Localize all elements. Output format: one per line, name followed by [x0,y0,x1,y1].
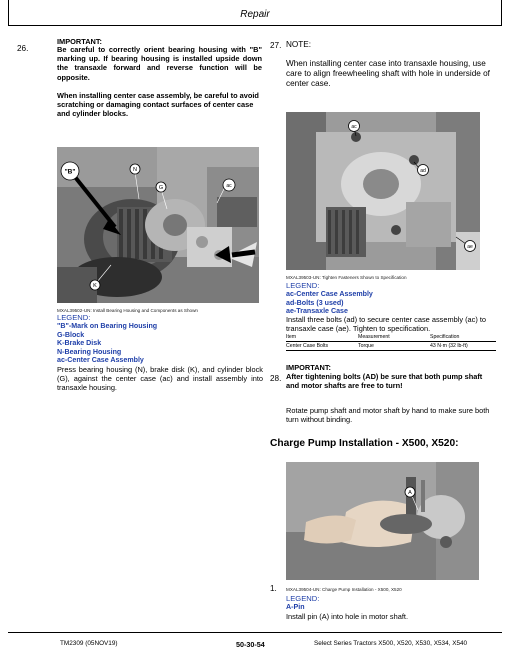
callout-ac: ac [226,183,232,189]
step-28-important-text: After tightening bolts (AD) be sure that both pump shaft and motor shafts are free to turn! [286,372,483,391]
header-rule [8,25,502,26]
legend-item: ac-Center Case Assembly [286,290,373,298]
install-bolts-instruction: Install three bolts (ad) to secure center case assembly (ac) to transaxle case (ae). Tighten to specification. [286,315,487,334]
legend-item: A-Pin [286,603,305,611]
footer-model-list: Select Series Tractors X500, X520, X530, X534, X540 [314,640,468,647]
step-27-note-label: NOTE: [286,40,312,49]
spec-header-measurement: Measurement [358,333,430,342]
step-28-number: 28. [270,374,282,383]
press-bearing-instruction: Press bearing housing (N), brake disk (K), and cylinder block (G), against the center case (ac) and install assembly into transaxle housing. [57,365,263,393]
legend-item: K-Brake Disk [57,339,102,348]
spec-header-specification: Specification [430,333,496,342]
footer-page-number: 50-30-54 [236,640,265,649]
spec-cell-item: Center Case Bolts [286,342,358,351]
step-28-important-label: IMPORTANT: [286,363,332,372]
legend-item: ae-Transaxle Case [286,307,348,316]
charge-pump-image [286,462,479,580]
page-header-title: Repair [240,9,270,20]
spec-header-item: Item [286,333,358,342]
figure-1-caption: MXAL39502-UN: Install Bearing Housing and Components as Shown [57,308,198,313]
figure-1-legend [57,322,157,365]
figure-2-caption: MXAL39503-UN: Tighten Fasteners Shown to Specification [286,275,407,280]
callout-b: "B" [64,168,76,176]
step-26-number: 26. [17,44,29,53]
charge-pump-photo [286,462,479,580]
step-26-important-text: Be careful to correctly orient bearing housing with "B" marking up. If bearing housing is installed upside down the transaxle forward and reverse function will be opposite. [57,45,262,82]
footer-doc-id: TM2309 (05NOV19) [60,640,118,647]
figure-2-legend [286,290,373,316]
callout-ae: ae [467,244,473,250]
callout-k: K [93,283,97,289]
legend-item: ad-Bolts (3 used) [286,298,344,307]
step-26-caution-text: When installing center case assembly, be careful to avoid scratching or damaging contact surfaces of center case and cylinder blocks. [57,91,259,119]
legend-item: G-Block [57,330,85,339]
step-1-text: Install pin (A) into hole in motor shaft. [286,612,409,621]
step-1-number: 1. [270,584,277,593]
callout-n: N [133,167,137,173]
callout-ac: ac [351,124,357,130]
footer-rule [8,632,502,633]
step-28-text: Rotate pump shaft and motor shaft by hand to make sure both turn without binding. [286,406,490,425]
torque-spec-table [286,333,496,351]
bearing-housing-image [57,147,259,303]
charge-pump-section-title: Charge Pump Installation - X500, X520: [270,438,459,449]
callout-ad: ad [420,168,426,174]
spec-cell-specification: 43 N·m (32 lb-ft) [430,342,496,351]
callout-a: A [408,490,412,496]
spec-cell-measurement: Torque [358,342,430,351]
bearing-housing-photo [57,147,259,303]
callout-g: G [158,185,164,191]
figure-3-legend [286,603,305,612]
figure-3-legend-title: LEGEND: [286,594,320,603]
step-27-number: 27. [270,41,282,50]
figure-1-legend-title: LEGEND: [57,313,91,322]
legend-item: ac-Center Case Assembly [57,356,144,365]
table-row [286,342,496,351]
figure-2-legend-title: LEGEND: [286,281,320,290]
center-case-photo [286,112,480,270]
center-case-image [286,112,480,270]
step-27-note-text: When installing center case into transaxle housing, use care to align freewheeling shaft with hole in underside of center case. [286,59,490,89]
legend-item: "B"-Mark on Bearing Housing [57,322,158,330]
legend-item: N-Bearing Housing [57,347,122,356]
figure-3-caption: MXAL39504-UN: Charge Pump Installation - X500, X520 [286,587,402,592]
step-26-important-label: IMPORTANT: [57,37,103,46]
